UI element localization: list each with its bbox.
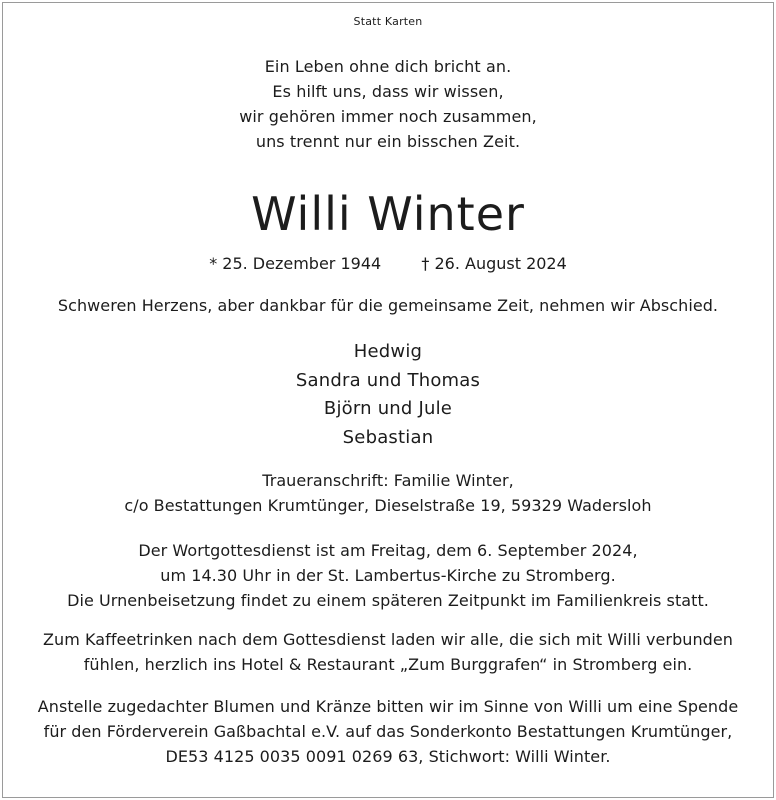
- poem-line: Es hilft uns, dass wir wissen,: [272, 82, 504, 101]
- life-dates: [0, 253, 776, 275]
- farewell-line: Schweren Herzens, aber dankbar für die gemeinsame Zeit, nehmen wir Abschied.: [57, 296, 719, 315]
- donation-request: [0, 694, 776, 769]
- service-info: [0, 538, 776, 613]
- family-member: Sandra und Thomas: [295, 369, 481, 391]
- family-list: [0, 338, 776, 452]
- poem-line: Ein Leben ohne dich bricht an.: [264, 57, 512, 76]
- family-member: Hedwig: [353, 341, 423, 362]
- birth-date: * 25. Dezember 1944: [209, 254, 382, 273]
- service-line: um 14.30 Uhr in der St. Lambertus-Kirche zu Stromberg.: [160, 566, 616, 585]
- service-line: Der Wortgottesdienst ist am Freitag, dem 6. September 2024,: [138, 541, 638, 560]
- deceased-name-text: Willi Winter: [251, 187, 525, 241]
- statt-karten-label: [0, 15, 776, 28]
- donation-line: DE53 4125 0035 0091 0269 63, Stichwort: Willi Winter.: [165, 747, 611, 766]
- deceased-name: [0, 186, 776, 242]
- service-line: Die Urnenbeisetzung findet zu einem späteren Zeitpunkt im Familienkreis statt.: [67, 591, 709, 610]
- donation-line: für den Förderverein Gaßbachtal e.V. auf das Sonderkonto Bestattungen Krumtünger,: [43, 722, 733, 741]
- death-date: † 26. August 2024: [421, 254, 567, 273]
- poem: [0, 54, 776, 154]
- coffee-line: Zum Kaffeetrinken nach dem Gottesdienst laden wir alle, die sich mit Willi verbunden: [43, 630, 733, 649]
- address-line: Traueranschrift: Familie Winter,: [262, 471, 514, 490]
- poem-line: wir gehören immer noch zusammen,: [239, 107, 537, 126]
- coffee-invitation: [0, 627, 776, 677]
- coffee-line: fühlen, herzlich ins Hotel & Restaurant „Zum Burggrafen“ in Stromberg ein.: [83, 655, 693, 674]
- mourning-address: [0, 468, 776, 518]
- donation-line: Anstelle zugedachter Blumen und Kränze bitten wir im Sinne von Willi um eine Spende: [37, 697, 739, 716]
- address-line: c/o Bestattungen Krumtünger, Dieselstraße 19, 59329 Wadersloh: [124, 496, 652, 515]
- header-text: Statt Karten: [353, 15, 423, 28]
- family-member: Sebastian: [342, 426, 434, 448]
- poem-line: uns trennt nur ein bisschen Zeit.: [255, 132, 521, 151]
- farewell-text: [0, 293, 776, 318]
- family-member: Björn und Jule: [323, 398, 453, 419]
